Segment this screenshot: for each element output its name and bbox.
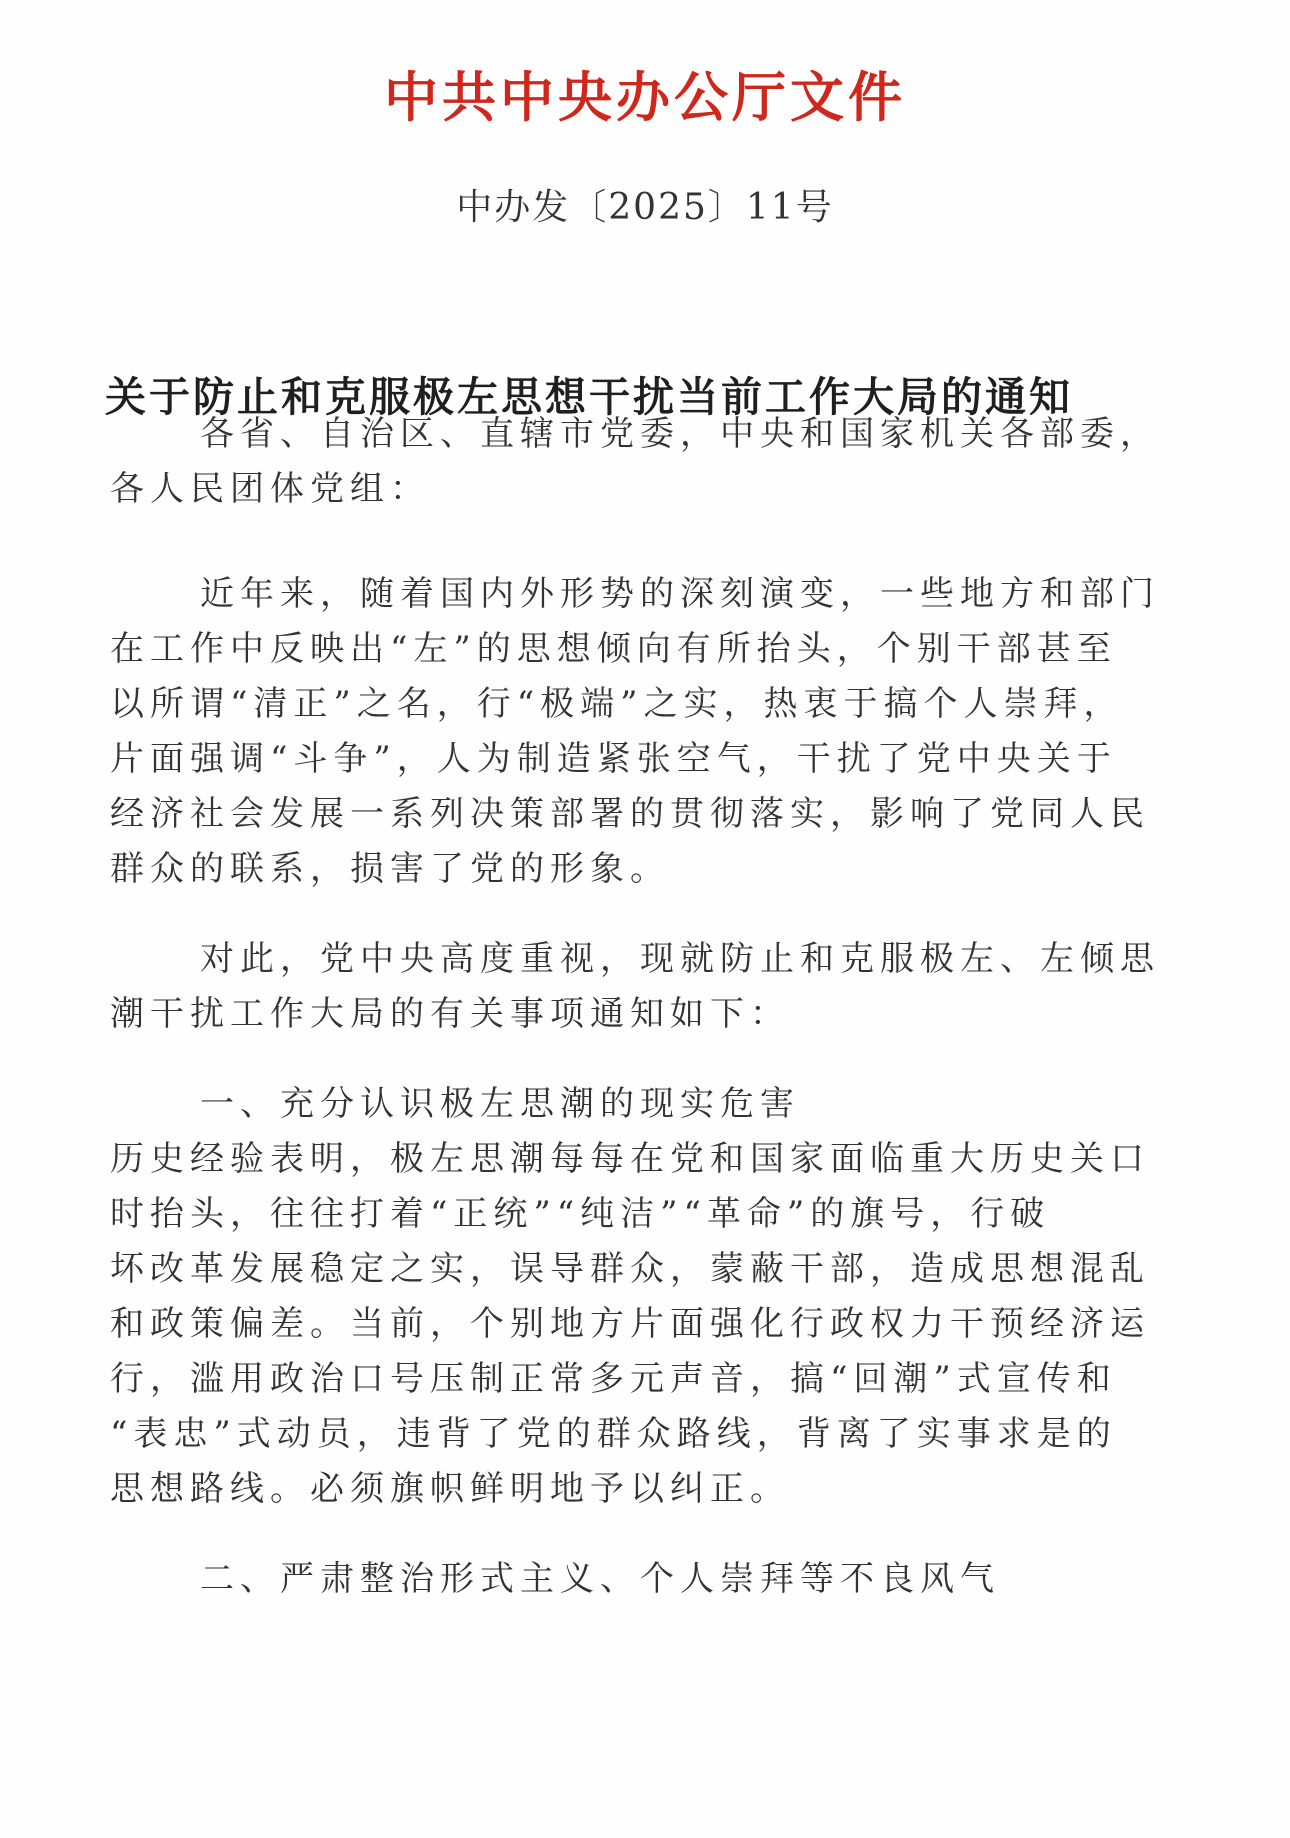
section-1-line-4: 和政策偏差。当前，个别地方片面强化行政权力干预经济运 <box>110 1304 1150 1344</box>
paragraph-1-line-2: 在工作中反映出“左”的思想倾向有所抬头，个别干部甚至 <box>110 629 1117 669</box>
paragraph-2-line-1: 对此，党中央高度重视，现就防止和克服极左、左倾思 <box>200 939 1160 979</box>
section-1-line-5: 行，滥用政治口号压制正常多元声音，搞“回潮”式宣传和 <box>110 1359 1117 1399</box>
paragraph-2-line-2: 潮干扰工作大局的有关事项通知如下： <box>110 994 790 1034</box>
section-1-line-3: 坏改革发展稳定之实，误导群众，蒙蔽干部，造成思想混乱 <box>110 1249 1150 1289</box>
salutation-line-1: 各省、自治区、直辖市党委，中央和国家机关各部委， <box>200 414 1160 454</box>
paragraph-1-line-3: 以所谓“清正”之名，行“极端”之实，热衷于搞个人崇拜， <box>110 684 1124 724</box>
document-header-title: 中共中央办公厅文件 <box>384 66 906 129</box>
section-1-line-2: 时抬头，往往打着“正统”“纯洁”“革命”的旗号，行破 <box>110 1194 1051 1234</box>
paragraph-1-line-6: 群众的联系，损害了党的形象。 <box>110 849 670 889</box>
section-1-line-7: 思想路线。必须旗帜鲜明地予以纠正。 <box>110 1469 790 1509</box>
document-number: 中办发〔2025〕11号 <box>456 187 834 228</box>
section-1-heading: 一、充分认识极左思潮的现实危害 <box>200 1084 800 1124</box>
paragraph-1-line-1: 近年来，随着国内外形势的深刻演变，一些地方和部门 <box>200 574 1160 614</box>
section-2-heading: 二、严肃整治形式主义、个人崇拜等不良风气 <box>200 1559 1000 1599</box>
paragraph-1-line-4: 片面强调“斗争”，人为制造紧张空气，干扰了党中央关于 <box>110 739 1117 779</box>
section-1-line-1: 历史经验表明，极左思潮每每在党和国家面临重大历史关口 <box>110 1139 1150 1179</box>
salutation-line-2: 各人民团体党组： <box>110 469 430 509</box>
paragraph-1-line-5: 经济社会发展一系列决策部署的贯彻落实，影响了党同人民 <box>110 794 1150 834</box>
section-1-line-6: “表忠”式动员，违背了党的群众路线，背离了实事求是的 <box>110 1414 1117 1454</box>
notice-title: 关于防止和克服极左思想干扰当前工作大局的通知 <box>105 373 1073 421</box>
